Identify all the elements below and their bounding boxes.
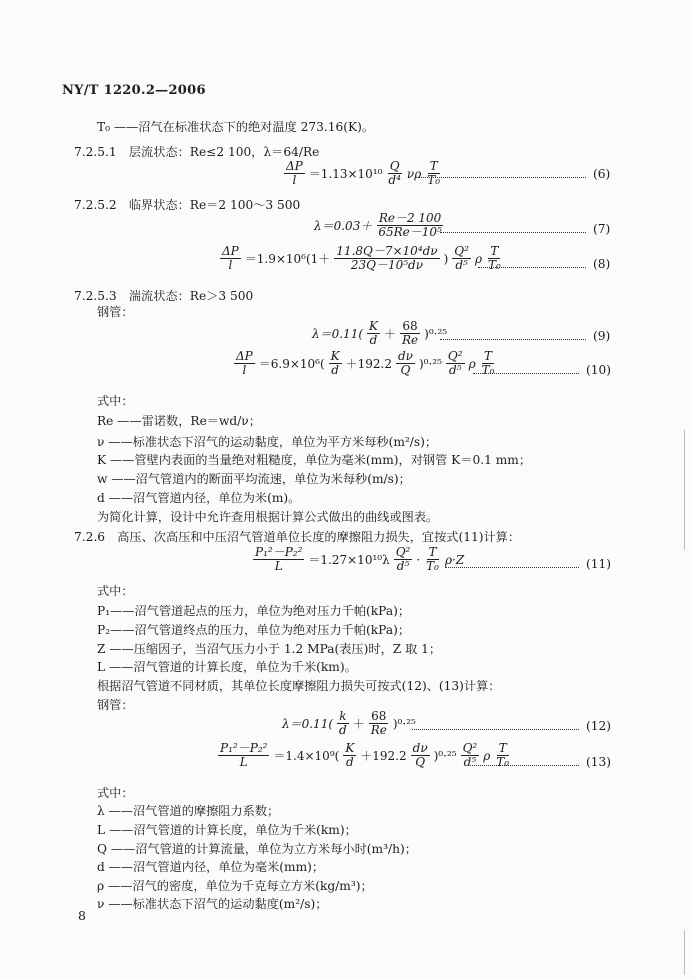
f8-t-den: T₀: [488, 258, 501, 272]
f10-q-den: d⁵: [448, 363, 462, 377]
f11-q-num: Q²: [395, 545, 411, 559]
section-7-2-6: 7.2.6 高压、次高压和中压沼气管道单位长度的摩擦阻力损失，宜按式(11)计算：: [74, 530, 521, 544]
f6-lhs-den: l: [292, 173, 297, 187]
f10-b-num: dν: [397, 349, 413, 363]
material-note: 根据沼气管道不同材质，其单位长度摩擦阻力损失可按式(12)、(13)计算：: [97, 679, 501, 693]
f13-mid: ＝1.4×10⁹(: [273, 749, 340, 763]
f8-tail: ): [443, 251, 449, 266]
formula-7: [314, 212, 446, 239]
f10-b-den: Q: [400, 363, 411, 377]
f13-lhs-den: L: [239, 755, 248, 769]
f12-plus: ＋: [352, 717, 365, 731]
f6-frac-num: Q: [389, 159, 400, 173]
f13-b-den: Q: [415, 755, 426, 769]
leader-dots-13: [470, 765, 579, 766]
eq-number-13: (13): [586, 755, 612, 769]
formula-8: [218, 245, 505, 272]
section-7-2-5-1: 7.2.5.1 层流状态：Re≤2 100，λ＝64/Re: [74, 145, 320, 159]
f13-plus: ＋192.2: [360, 749, 407, 763]
rho-definition: ρ ——沼气的密度，单位为千克每立方米(kg/m³)；: [97, 879, 373, 893]
f11-mid: ＝1.27×10¹⁰λ: [308, 553, 390, 567]
leader-dots-7: [440, 232, 586, 233]
eq-number-12: (12): [586, 719, 612, 733]
f12-a-den: d: [339, 723, 347, 737]
d-definition-2: d ——沼气管道内径，单位为毫米(mm)；: [97, 860, 325, 874]
leader-dots-8: [478, 267, 586, 268]
f8-rho: ρ: [474, 251, 483, 266]
f7-lhs: λ＝0.03＋: [314, 219, 373, 233]
f10-tail: )⁰·²⁵: [418, 356, 442, 371]
f9-a-den: d: [369, 333, 378, 347]
f10-q-num: Q²: [447, 349, 463, 363]
f11-t-den: T₀: [426, 559, 439, 573]
f8-q-num: Q²: [454, 244, 469, 258]
f8-den: 23Q－10⁵dν: [350, 258, 424, 272]
f11-q-den: d⁵: [396, 559, 410, 573]
where-label-3: 式中：: [97, 786, 134, 800]
steel-pipe-label-2: 钢管：: [97, 698, 134, 712]
page-number: 8: [78, 908, 86, 923]
nu-definition-2: ν ——标准状态下沼气的运动黏度(m²/s)；: [97, 897, 328, 911]
document-header: NY/T 1220.2—2006: [62, 83, 206, 98]
f11-lhs-den: L: [274, 559, 283, 573]
f13-rho: ρ: [483, 748, 491, 763]
nu-definition: ν ——标准状态下沼气的运动黏度，单位为平方米每秒(m²/s)；: [97, 435, 438, 449]
f13-lhs-num: P₁²－P₂²: [220, 741, 268, 755]
f9-plus: ＋: [383, 327, 396, 341]
f11-tail: ρ·Z: [445, 552, 465, 567]
f10-a-den: d: [331, 363, 339, 377]
eq-number-7: (7): [593, 222, 611, 236]
f6-frac-den: d⁴: [388, 173, 401, 187]
f6-t-num: T: [429, 159, 438, 173]
f10-lhs-den: l: [242, 363, 247, 377]
f11-dot: ·: [416, 552, 421, 567]
lambda-definition: λ ——沼气管道的摩擦阻力系数；: [97, 804, 280, 818]
f9-b-num: 68: [402, 319, 418, 333]
k-definition: K ——管壁内表面的当量绝对粗糙度，单位为毫米(mm)，对钢管 K＝0.1 mm；: [97, 453, 532, 467]
section-7-2-5-3: 7.2.5.3 湍流状态：Re＞3 500: [74, 289, 254, 303]
leader-dots-9: [440, 339, 586, 340]
f9-a-num: K: [369, 319, 378, 333]
eq-number-8: (8): [593, 257, 611, 271]
f8-num: 11.8Q－7×10⁴dν: [336, 244, 438, 258]
f12-a-num: k: [339, 709, 347, 723]
l-definition-1: L ——沼气管道的计算长度，单位为千米(km)。: [97, 660, 357, 674]
f13-a-den: d: [345, 755, 354, 769]
f10-mid: ＝6.9×10⁶(: [258, 357, 325, 371]
f8-t-num: T: [490, 244, 499, 258]
f11-lhs-num: P₁²－P₂²: [255, 545, 303, 559]
scan-edge-line: [684, 430, 685, 550]
f13-q-num: Q²: [462, 741, 478, 755]
leader-dots-12: [412, 729, 579, 730]
f13-t-den: T₀: [496, 755, 510, 769]
f13-t-num: T: [498, 741, 507, 755]
section-7-2-5-2: 7.2.5.2 临界状态：Re＝2 100～3 500: [74, 198, 301, 212]
f8-lhs-den: l: [228, 258, 233, 272]
eq-number-6: (6): [593, 167, 611, 181]
formula-13: [216, 742, 513, 769]
p1-definition: P₁——沼气管道起点的压力，单位为绝对压力千帕(kPa)；: [97, 604, 411, 618]
formula-9: [312, 320, 447, 347]
eq-number-11: (11): [586, 557, 612, 571]
formula-12: [282, 710, 416, 737]
formula-10: [232, 350, 498, 377]
f6-lhs-num: ΔP: [286, 159, 303, 173]
d-definition-1: d ——沼气管道内径，单位为米(m)。: [97, 491, 301, 505]
f11-t-num: T: [428, 545, 437, 559]
f7-den: 65Re－10⁵: [378, 225, 442, 239]
where-label-1: 式中：: [97, 394, 134, 408]
f13-q-den: d⁵: [463, 755, 477, 769]
simplify-note: 为简化计算，设计中允许查用根据计算公式做出的曲线或图表。: [97, 510, 439, 524]
re-definition: Re ——雷诺数，Re＝wd/ν；: [97, 414, 261, 428]
f12-lhs: λ＝0.11(: [282, 717, 334, 731]
l-definition-2: L ——沼气管道的计算长度，单位为千米(km)；: [97, 823, 357, 837]
f9-lhs: λ＝0.11(: [312, 327, 364, 341]
f8-lhs-num: ΔP: [222, 244, 239, 258]
f12-tail: )⁰·²⁵: [392, 716, 416, 731]
p2-definition: P₂——沼气管道终点的压力，单位为绝对压力千帕(kPa)；: [97, 623, 411, 637]
f6-tail: νρ: [406, 166, 422, 181]
leader-dots-11: [445, 567, 579, 568]
f6-t-den: T₀: [427, 173, 441, 187]
f9-b-den: Re: [402, 333, 419, 347]
eq-number-9: (9): [593, 329, 611, 343]
scan-edge-line-bottom: [684, 930, 685, 975]
f8-q-den: d⁵: [455, 258, 468, 272]
f10-rho: ρ: [468, 356, 476, 371]
f10-a-num: K: [330, 349, 340, 363]
f13-b-num: dν: [412, 741, 428, 755]
f13-a-num: K: [345, 741, 355, 755]
w-definition: w ——沼气管道内的断面平均流速，单位为米每秒(m/s)；: [97, 472, 411, 486]
leader-dots-10: [473, 373, 579, 374]
leader-dots-6: [418, 177, 586, 178]
z-definition: Z ——压缩因子，当沼气压力小于 1.2 MPa(表压)时，Z 取 1；: [97, 642, 442, 656]
f10-plus: ＋192.2: [345, 357, 392, 371]
f6-mid: ＝1.13×10¹⁰: [308, 167, 383, 181]
f12-b-num: 68: [371, 709, 387, 723]
f10-t-num: T: [484, 349, 493, 363]
f9-tail: )⁰·²⁵: [424, 326, 448, 341]
f10-lhs-num: ΔP: [236, 349, 253, 363]
steel-pipe-label-1: 钢管：: [97, 305, 134, 319]
eq-number-10: (10): [586, 363, 612, 377]
f12-b-den: Re: [370, 723, 387, 737]
f8-mid: ＝1.9×10⁶(1＋: [244, 252, 331, 266]
f13-tail: )⁰·²⁵: [433, 748, 457, 763]
formula-6: [282, 160, 444, 187]
formula-11: [251, 546, 464, 573]
f7-num: Re－2 100: [378, 211, 442, 225]
q-definition: Q ——沼气管道的计算流量，单位为立方米每小时(m³/h)；: [97, 842, 417, 856]
t0-definition: T₀ ——沼气在标准状态下的绝对温度 273.16(K)。: [97, 120, 375, 134]
where-label-2: 式中：: [97, 584, 134, 598]
f10-t-den: T₀: [481, 363, 495, 377]
